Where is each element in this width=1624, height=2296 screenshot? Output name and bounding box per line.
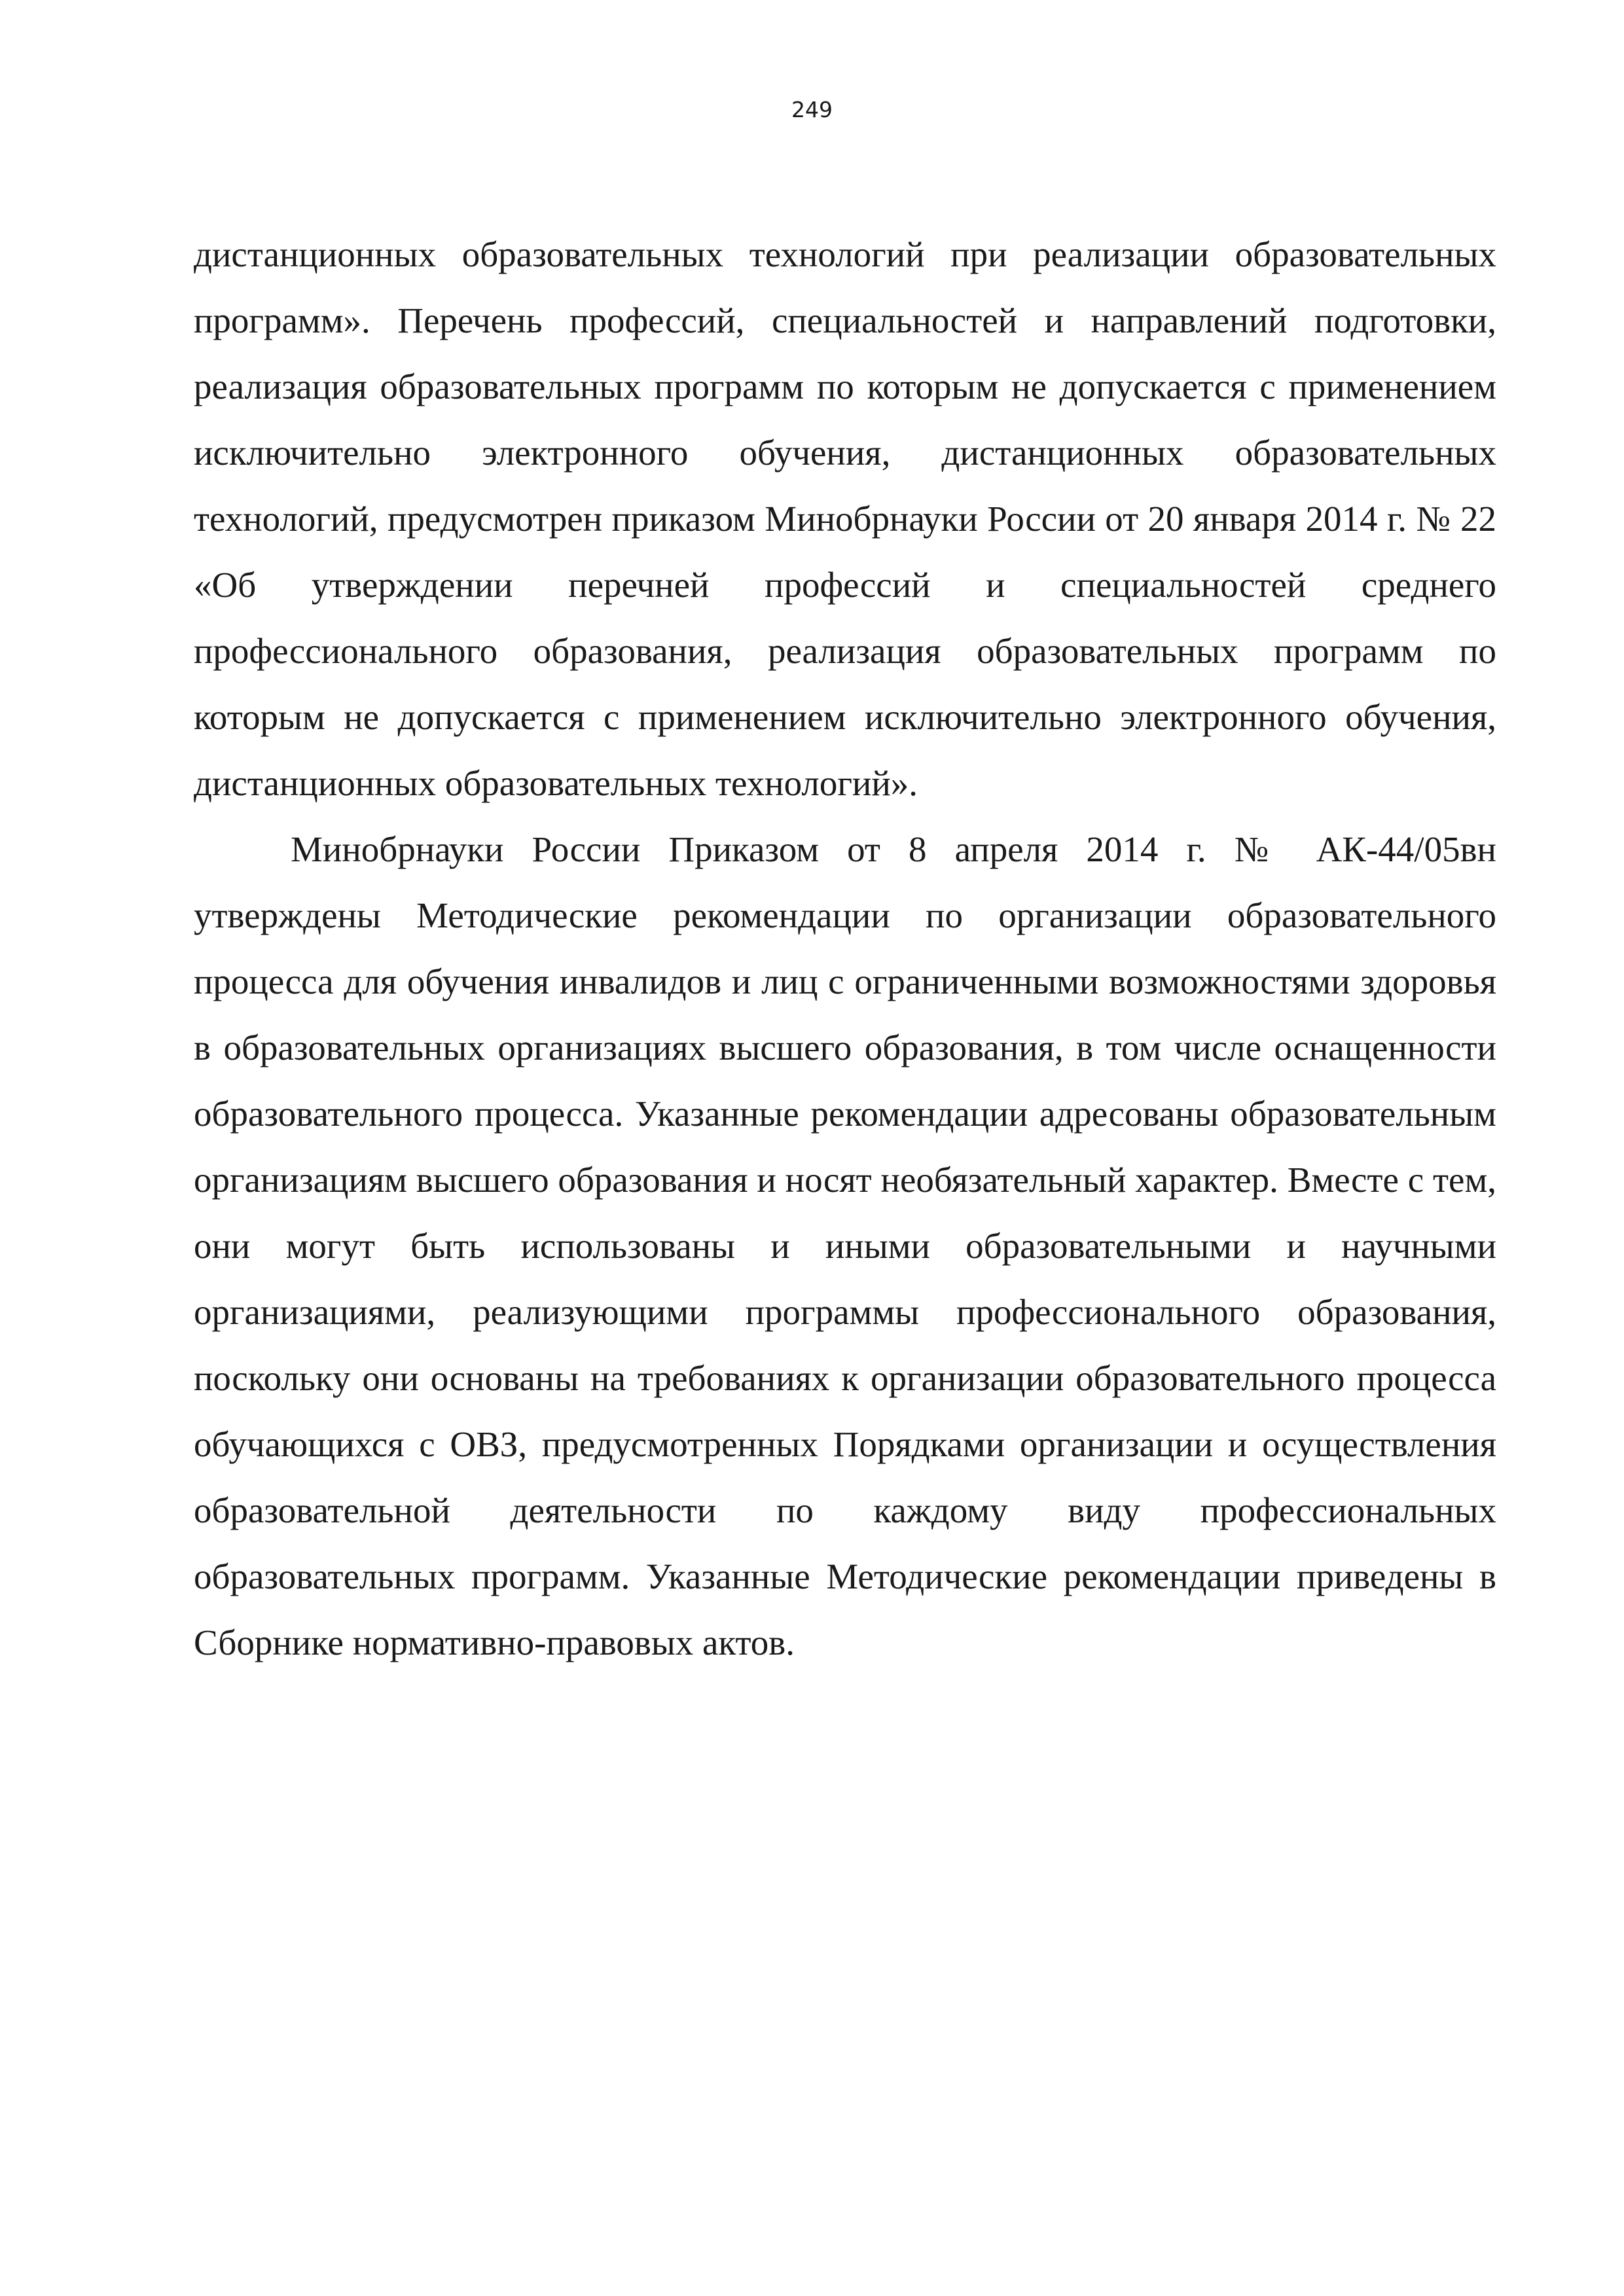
- body-text: [194, 221, 1496, 1676]
- paragraph-continuation: дистанционных образовательных технологий при реализации образовательных программ». Перечень профессий, специальностей и направлений подготовки, реализация образовательных программ по которым не допускается с применением исключительно электронного обучения, дистанционных образовательных технологий, предусмотрен приказом Минобрнауки России от 20 января 2014 г. № 22 «Об утверждении перечней профессий и специальностей среднего профессионального образования, реализация образовательных программ по которым не допускается с применением исключительно электронного обучения, дистанционных образовательных технологий».: [194, 234, 1496, 803]
- paragraph-order-recommendations: Минобрнауки России Приказом от 8 апреля 2014 г. № АК-44/05вн утверждены Методические рекомендации по организации образовательного процесса для обучения инвалидов и лиц с ограниченными возможностями здоровья в образовательных организациях высшего образования, в том числе оснащенности образовательного процесса. Указанные рекомендации адресованы образовательным организациям высшего образования и носят необязательный характер. Вместе с тем, они могут быть использованы и иными образовательными и научными организациями, реализующими программы профессионального образования, поскольку они основаны на требованиях к организации образовательного процесса обучающихся с ОВЗ, предусмотренных Порядками организации и осуществления образовательной деятельности по каждому виду профессиональных образовательных программ. Указанные Методические рекомендации приведены в Сборнике нормативно-правовых актов.: [194, 829, 1496, 1662]
- page-number: 249: [791, 97, 833, 122]
